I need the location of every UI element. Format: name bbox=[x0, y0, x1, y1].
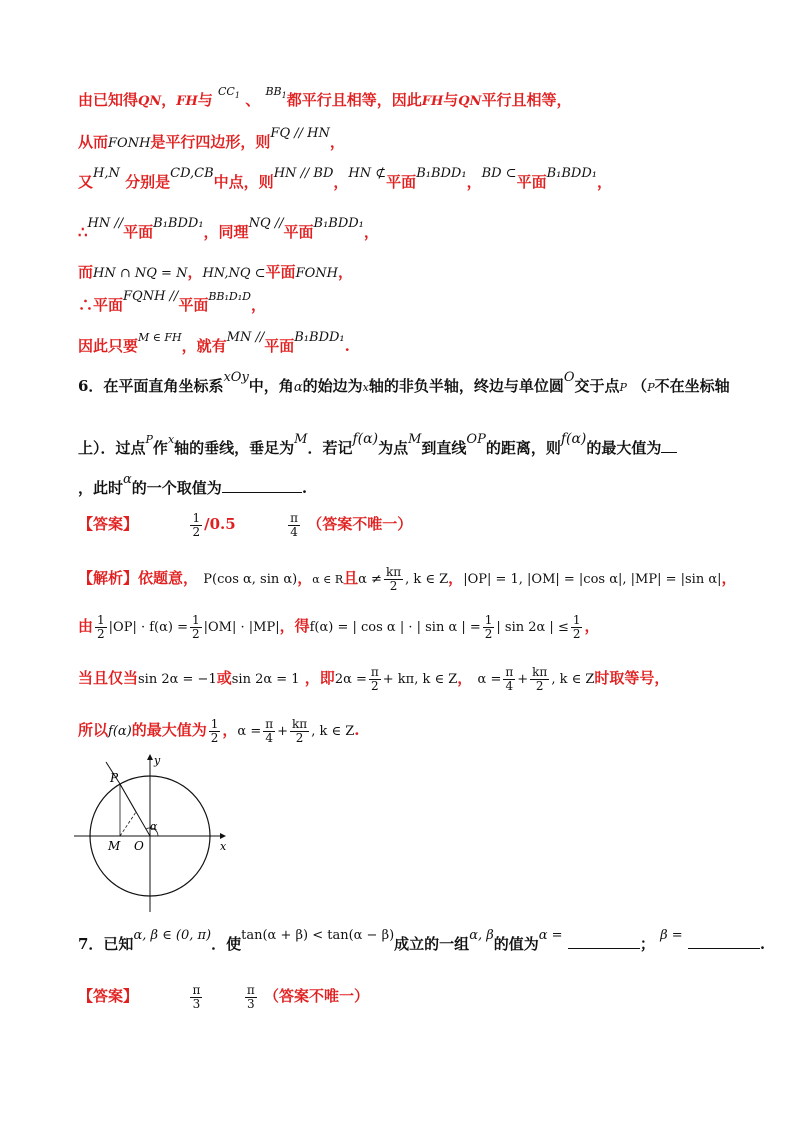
math: |OM| · |MP| bbox=[203, 620, 280, 635]
numerator: 1 bbox=[210, 716, 219, 731]
fraction bbox=[190, 984, 202, 1011]
text: 平面 bbox=[265, 263, 296, 281]
math: + bbox=[517, 672, 529, 687]
math: NQ // bbox=[248, 216, 284, 231]
math: HN ⊄ bbox=[348, 166, 387, 181]
numerator: π bbox=[290, 510, 299, 525]
proof-line-2 bbox=[78, 126, 740, 154]
text: ， bbox=[222, 721, 238, 739]
math: sin 2α = 1 bbox=[231, 672, 300, 687]
text: 的始边为 bbox=[302, 377, 363, 395]
sub: 1 bbox=[234, 91, 240, 101]
text: （答案不唯一） bbox=[307, 515, 413, 533]
text: 平面 bbox=[283, 223, 314, 241]
math: M ∈ FH bbox=[138, 331, 182, 344]
analysis-row-3 bbox=[78, 660, 740, 696]
math: α ≠ bbox=[358, 572, 382, 587]
text: ， bbox=[721, 569, 737, 587]
math: B₁BDD₁ bbox=[294, 330, 345, 345]
text: . bbox=[759, 935, 766, 953]
text: 平面 bbox=[516, 173, 547, 191]
math: OP bbox=[466, 432, 486, 447]
math: FH bbox=[176, 94, 198, 109]
denominator: 3 bbox=[192, 996, 201, 1011]
q6-line-1 bbox=[78, 370, 740, 398]
text: 因此只要 bbox=[78, 337, 139, 355]
math: α ∈ R bbox=[312, 573, 344, 586]
fraction bbox=[263, 718, 275, 745]
answer-tag: 【答案】 bbox=[78, 515, 139, 533]
numerator: kπ bbox=[292, 716, 308, 731]
text: 所以 bbox=[78, 721, 109, 739]
op-segment-2 bbox=[128, 798, 136, 812]
text: 时取等号， bbox=[594, 669, 670, 687]
numerator: 1 bbox=[191, 612, 200, 627]
text: 而 bbox=[78, 263, 94, 281]
text: ， bbox=[596, 173, 612, 191]
numerator: π bbox=[265, 716, 274, 731]
math: MN // bbox=[226, 330, 265, 345]
math: FONH bbox=[108, 136, 151, 151]
text: 是平行四边形，则 bbox=[150, 133, 271, 151]
math-bb1 bbox=[265, 85, 287, 101]
text: 依题意， bbox=[138, 569, 199, 587]
math: α bbox=[123, 472, 132, 487]
analysis-tag: 【解析】 bbox=[78, 569, 139, 587]
text: 成立的一组 bbox=[394, 935, 470, 953]
math: tan(α + β) < tan(α − β) bbox=[241, 928, 395, 943]
analysis-row-1 bbox=[78, 560, 740, 596]
text: 轴的垂线，垂足为 bbox=[174, 439, 295, 457]
text: 、 bbox=[245, 91, 261, 109]
label-y: y bbox=[154, 754, 161, 767]
text: ， bbox=[161, 91, 177, 109]
unit-circle-figure bbox=[70, 752, 240, 922]
text: 与 bbox=[443, 91, 459, 109]
math: HN ∩ NQ = N bbox=[93, 266, 188, 281]
denominator: 2 bbox=[371, 678, 379, 693]
text: . bbox=[354, 721, 360, 739]
proof-line-6 bbox=[78, 289, 740, 317]
text: ， bbox=[329, 133, 345, 151]
math: sin 2α = −1 bbox=[138, 672, 217, 687]
numerator: kπ bbox=[385, 564, 402, 579]
text: （ bbox=[632, 377, 648, 395]
numerator: 1 bbox=[97, 612, 105, 627]
text: ．若记 bbox=[307, 439, 353, 457]
denominator: 2 bbox=[210, 730, 219, 745]
text: 为点 bbox=[378, 439, 409, 457]
math: HN // BD bbox=[273, 166, 334, 181]
q6-answer bbox=[78, 506, 740, 542]
text: ，此时 bbox=[78, 479, 124, 497]
fraction bbox=[369, 666, 381, 693]
fraction bbox=[190, 512, 202, 539]
numerator: 1 bbox=[572, 612, 581, 627]
math: FQ // HN bbox=[270, 126, 330, 141]
text: 到直线 bbox=[421, 439, 467, 457]
math: QN bbox=[138, 94, 162, 109]
math: , k ∈ Z bbox=[405, 572, 449, 587]
proof-line-4 bbox=[78, 216, 740, 244]
fraction bbox=[190, 614, 202, 641]
analysis-row-2 bbox=[78, 608, 740, 644]
text: 交于点 bbox=[574, 377, 620, 395]
text: . bbox=[301, 479, 308, 497]
fraction bbox=[530, 666, 549, 693]
math: B₁BDD₁ bbox=[416, 166, 467, 181]
text: 的距离，则 bbox=[485, 439, 561, 457]
text: 与 bbox=[197, 91, 213, 109]
x-axis-arrow bbox=[220, 833, 226, 839]
math: 2α = bbox=[334, 672, 367, 687]
text: ， bbox=[457, 669, 473, 687]
text: 平面 bbox=[123, 223, 154, 241]
text: 的值为 bbox=[493, 935, 539, 953]
text: ， bbox=[466, 173, 482, 191]
fraction bbox=[483, 614, 495, 641]
math: , k ∈ Z bbox=[551, 672, 595, 687]
math: x bbox=[167, 433, 175, 446]
fraction bbox=[384, 566, 403, 593]
denominator: 4 bbox=[265, 730, 273, 745]
math: P bbox=[647, 381, 655, 394]
denominator: 4 bbox=[290, 524, 298, 539]
math: FQNH // bbox=[123, 289, 179, 304]
denominator: 2 bbox=[97, 626, 105, 641]
fraction bbox=[571, 614, 583, 641]
math-cc1 bbox=[218, 85, 240, 101]
text: 6．在平面直角坐标系 bbox=[78, 377, 224, 395]
text: 7．已知 bbox=[78, 935, 134, 953]
answer-blank-alpha[interactable] bbox=[568, 934, 640, 949]
numerator: π bbox=[370, 664, 379, 679]
math: P bbox=[619, 381, 627, 394]
text: ，就有 bbox=[181, 337, 227, 355]
math: α, β bbox=[469, 928, 494, 943]
denominator: 2 bbox=[389, 578, 398, 593]
text: 上）．过点 bbox=[78, 439, 146, 457]
denominator: 3 bbox=[246, 996, 255, 1011]
math: xOy bbox=[223, 370, 249, 385]
math: M bbox=[408, 432, 422, 447]
text: ∴ bbox=[78, 223, 88, 241]
text: ， bbox=[297, 569, 313, 587]
math: α bbox=[293, 380, 303, 395]
text: ， bbox=[250, 296, 266, 314]
denominator: 2 bbox=[572, 626, 581, 641]
text: 中点，则 bbox=[213, 173, 274, 191]
analysis-row-4 bbox=[78, 712, 740, 748]
math: BD ⊂ bbox=[481, 166, 517, 181]
fraction bbox=[503, 666, 515, 693]
fraction bbox=[209, 718, 221, 745]
text: ．使 bbox=[211, 935, 242, 953]
text: 平面 bbox=[264, 337, 295, 355]
proof-line-7 bbox=[78, 330, 740, 358]
math: FONH bbox=[295, 266, 338, 281]
math: f(α) bbox=[108, 724, 132, 739]
math: , k ∈ Z bbox=[311, 724, 355, 739]
text: ， bbox=[584, 617, 600, 635]
text: 且 bbox=[343, 569, 359, 587]
text: . bbox=[344, 337, 350, 355]
math: β = bbox=[660, 928, 683, 943]
text: /0.5 bbox=[204, 515, 236, 533]
math: α, β ∈ (0, π) bbox=[133, 928, 212, 943]
answer-blank-1[interactable] bbox=[661, 438, 677, 453]
math: f(α) = | cos α | · | sin α | = bbox=[309, 620, 481, 635]
denominator: 2 bbox=[484, 626, 493, 641]
numerator: π bbox=[505, 664, 514, 679]
numerator: 1 bbox=[484, 612, 493, 627]
denominator: 2 bbox=[295, 730, 304, 745]
text: 不在坐标轴 bbox=[654, 377, 730, 395]
label-x: x bbox=[220, 840, 227, 853]
answer-tag: 【答案】 bbox=[78, 987, 139, 1005]
proof-line-1 bbox=[78, 85, 740, 116]
text: 都平行且相等，因此 bbox=[286, 91, 422, 109]
sub: 1 bbox=[281, 91, 287, 101]
text: 由 bbox=[78, 617, 94, 635]
math: f(α) bbox=[560, 431, 587, 447]
text: 分别是 bbox=[125, 173, 171, 191]
math: QN bbox=[458, 94, 482, 109]
numerator: kπ bbox=[532, 664, 548, 679]
math: B₁BDD₁ bbox=[546, 166, 597, 181]
numerator: π bbox=[192, 982, 201, 997]
math: P(cos α, sin α) bbox=[203, 572, 298, 587]
text: ； bbox=[639, 935, 655, 953]
text: 由已知得 bbox=[78, 91, 139, 109]
math: O bbox=[563, 370, 575, 385]
text: ，即 bbox=[304, 669, 335, 687]
text: 或 bbox=[216, 669, 232, 687]
proof-line-3 bbox=[78, 166, 740, 194]
text: 的最大值为 bbox=[131, 721, 207, 739]
text: ， bbox=[187, 263, 203, 281]
answer-blank-beta[interactable] bbox=[688, 934, 760, 949]
text: 的一个取值为 bbox=[131, 479, 222, 497]
answer-blank-2[interactable] bbox=[222, 478, 302, 493]
label-p: P bbox=[110, 771, 119, 785]
denominator: 4 bbox=[505, 678, 514, 693]
text: 中，角 bbox=[248, 377, 294, 395]
text: 又 bbox=[78, 173, 94, 191]
math: CC bbox=[218, 85, 235, 98]
fraction bbox=[95, 614, 107, 641]
math: |OP| · f(α) = bbox=[108, 620, 188, 635]
q7-line-1 bbox=[78, 928, 766, 956]
text: ，同理 bbox=[203, 223, 249, 241]
text: ，得 bbox=[279, 617, 310, 635]
math: B₁BDD₁ bbox=[313, 216, 364, 231]
fraction bbox=[290, 718, 309, 745]
text: 的最大值为 bbox=[586, 439, 662, 457]
math: α = bbox=[237, 724, 262, 739]
math: BB₁D₁D bbox=[208, 290, 251, 303]
distance-segment bbox=[120, 812, 136, 836]
math: |OP| = 1, |OM| = |cos α|, |MP| = |sin α| bbox=[463, 572, 722, 587]
math: M bbox=[294, 432, 308, 447]
y-axis-arrow bbox=[147, 754, 153, 760]
text: ∴平面 bbox=[78, 296, 124, 314]
math: α = bbox=[477, 672, 502, 687]
math: P bbox=[145, 433, 153, 446]
text: （答案不唯一） bbox=[263, 987, 369, 1005]
denominator: 2 bbox=[535, 678, 544, 693]
math: f(α) bbox=[352, 431, 379, 447]
text: ， bbox=[363, 223, 379, 241]
math: BB bbox=[265, 85, 282, 98]
label-o: O bbox=[134, 839, 144, 853]
text: 平行且相等， bbox=[481, 91, 572, 109]
text: 轴的非负半轴，终边与单位圆 bbox=[368, 377, 564, 395]
math: H,N bbox=[93, 166, 120, 181]
math: + kπ, k ∈ Z bbox=[382, 672, 458, 687]
math: + bbox=[277, 724, 289, 739]
text: 作 bbox=[152, 439, 168, 457]
op-segment bbox=[120, 784, 128, 798]
text: 从而 bbox=[78, 133, 109, 151]
q6-line-2 bbox=[78, 431, 740, 460]
math: CD,CB bbox=[170, 166, 214, 181]
label-alpha: α bbox=[150, 820, 158, 833]
math: x bbox=[362, 381, 369, 394]
math: α = bbox=[538, 928, 563, 943]
denominator: 2 bbox=[191, 626, 200, 641]
math: HN // bbox=[87, 216, 124, 231]
fraction bbox=[288, 512, 300, 539]
text: ， bbox=[333, 173, 349, 191]
math: HN,NQ ⊂ bbox=[202, 266, 266, 281]
label-m: M bbox=[108, 839, 121, 853]
numerator: 1 bbox=[192, 510, 201, 525]
math: | sin 2α | ≤ bbox=[496, 620, 569, 635]
denominator: 2 bbox=[192, 524, 201, 539]
numerator: π bbox=[246, 982, 255, 997]
text: 当且仅当 bbox=[78, 669, 139, 687]
fraction bbox=[245, 984, 257, 1011]
text: 平面 bbox=[178, 296, 209, 314]
text: ， bbox=[448, 569, 464, 587]
math: FH bbox=[421, 94, 444, 109]
q7-answer bbox=[78, 978, 740, 1014]
q6-line-3 bbox=[78, 472, 740, 500]
proof-line-5 bbox=[78, 262, 740, 284]
text: ， bbox=[337, 263, 353, 281]
math: B₁BDD₁ bbox=[153, 216, 204, 231]
text: 平面 bbox=[386, 173, 417, 191]
